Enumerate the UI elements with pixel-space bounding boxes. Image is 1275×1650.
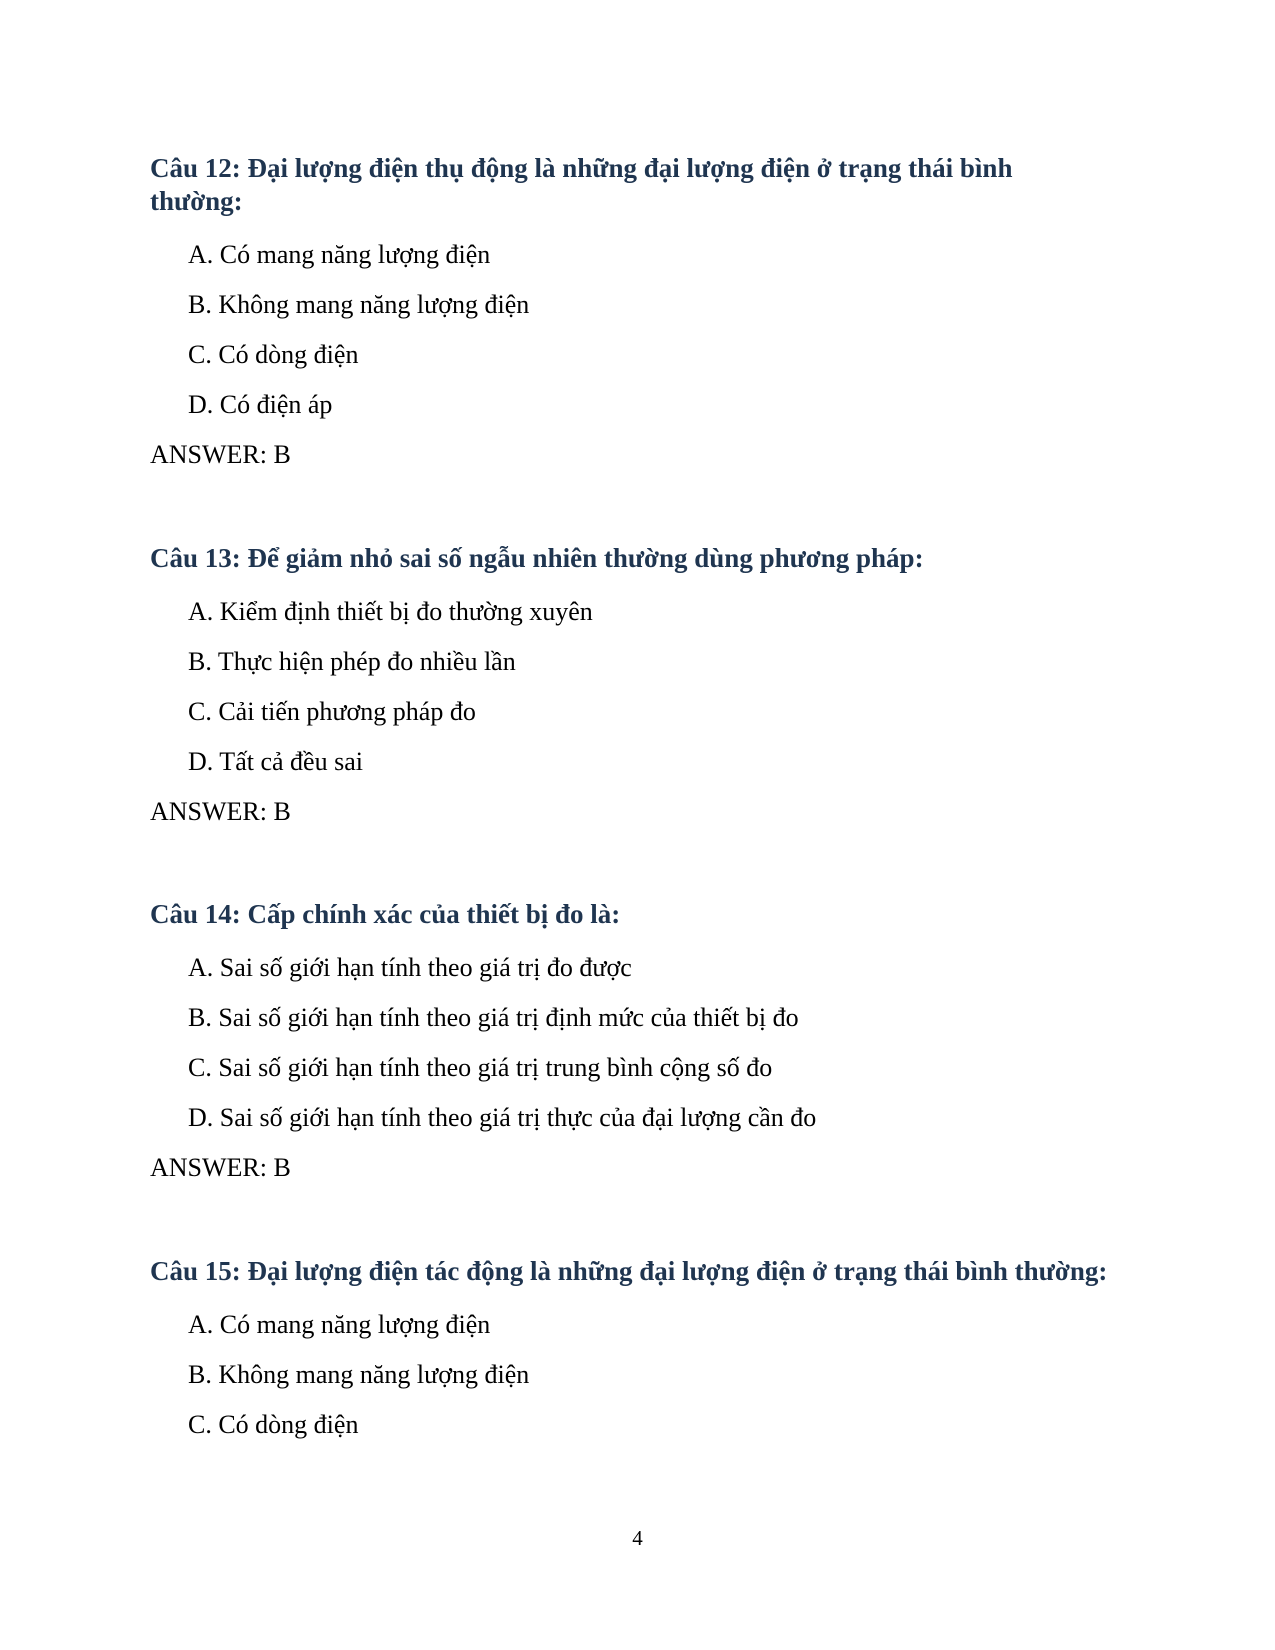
answer-line: ANSWER: B (150, 1153, 291, 1182)
option-a: A. Kiểm định thiết bị đo thường xuyên (188, 597, 593, 626)
question-13 (150, 542, 1110, 827)
option-b: B. Không mang năng lượng điện (188, 290, 530, 319)
option-a: A. Sai số giới hạn tính theo giá trị đo được (188, 953, 632, 982)
question-15 (150, 1255, 1110, 1460)
option-c: C. Có dòng điện (188, 1410, 359, 1439)
options-list (150, 1310, 1110, 1460)
answer-line: ANSWER: B (150, 797, 291, 826)
options-list (150, 240, 1110, 440)
option-d: D. Sai số giới hạn tính theo giá trị thực của đại lượng cần đo (188, 1103, 817, 1132)
question-title: Câu 15: Đại lượng điện tác động là những đại lượng điện ở trạng thái bình thường: (150, 1256, 1108, 1286)
options-list (150, 597, 1110, 797)
option-c: C. Cải tiến phương pháp đo (188, 697, 476, 726)
answer-line: ANSWER: B (150, 440, 291, 469)
option-a: A. Có mang năng lượng điện (188, 240, 491, 269)
option-a: A. Có mang năng lượng điện (188, 1310, 491, 1339)
option-d: D. Tất cả đều sai (188, 747, 363, 776)
page-number: 4 (632, 1526, 643, 1550)
option-b: B. Thực hiện phép đo nhiều lần (188, 647, 516, 676)
question-title: Câu 13: Để giảm nhỏ sai số ngẫu nhiên thường dùng phương pháp: (150, 543, 924, 573)
question-title: Câu 12: Đại lượng điện thụ động là những đại lượng điện ở trạng thái bình thường: (150, 153, 1013, 216)
option-c: C. Có dòng điện (188, 340, 359, 369)
option-b: B. Sai số giới hạn tính theo giá trị định mức của thiết bị đo (188, 1003, 799, 1032)
options-list (150, 953, 1110, 1153)
option-b: B. Không mang năng lượng điện (188, 1360, 530, 1389)
question-title: Câu 14: Cấp chính xác của thiết bị đo là: (150, 899, 621, 929)
question-14 (150, 898, 1110, 1183)
question-12 (150, 152, 1110, 470)
option-c: C. Sai số giới hạn tính theo giá trị trung bình cộng số đo (188, 1053, 773, 1082)
option-d: D. Có điện áp (188, 390, 333, 419)
